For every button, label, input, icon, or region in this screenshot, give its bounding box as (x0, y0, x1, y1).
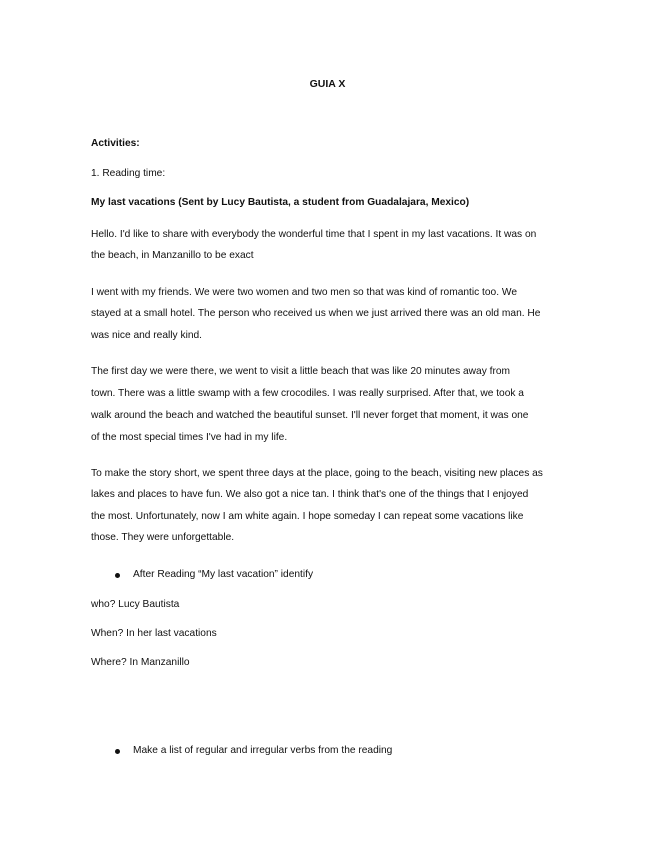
answer-who: who? Lucy Bautista (91, 599, 180, 610)
paragraph-3-line-3: walk around the beach and watched the beautiful sunset. I'll never forget that moment, it was one (91, 410, 529, 421)
paragraph-3-line-2: town. There was a little swamp with a few crocodiles. I was really surprised. After that, we took a (91, 388, 524, 399)
bullet-item-verb-list: Make a list of regular and irregular verbs from the reading (133, 745, 393, 756)
bullet-dot-icon (115, 749, 120, 754)
paragraph-2-line-3: was nice and really kind. (91, 330, 202, 341)
paragraph-4-line-2: lakes and places to have fun. We also got a nice tan. I think that's one of the things that I enjoyed (91, 489, 529, 500)
document-title: GUIA X (309, 78, 346, 90)
activities-heading: Activities: (91, 138, 140, 149)
answer-where: Where? In Manzanillo (91, 657, 190, 668)
paragraph-3-line-4: of the most special times I've had in my life. (91, 432, 288, 443)
bullet-item-after-reading: After Reading “My last vacation” identify (133, 569, 314, 580)
reading-time-label: 1. Reading time: (91, 168, 166, 179)
paragraph-1-line-2: the beach, in Manzanillo to be exact (91, 250, 254, 261)
paragraph-2-line-1: I went with my friends. We were two women and two men so that was kind of romantic too. We (91, 287, 517, 298)
paragraph-2-line-2: stayed at a small hotel. The person who received us when we just arrived there was an old man. He (91, 308, 541, 319)
story-title: My last vacations (Sent by Lucy Bautista, a student from Guadalajara, Mexico) (91, 197, 470, 208)
answer-when: When? In her last vacations (91, 628, 217, 639)
paragraph-4-line-1: To make the story short, we spent three days at the place, going to the beach, visiting new places as (91, 468, 543, 479)
bullet-dot-icon (115, 573, 120, 578)
paragraph-3-line-1: The first day we were there, we went to visit a little beach that was like 20 minutes away from (91, 366, 511, 377)
paragraph-1-line-1: Hello. I'd like to share with everybody the wonderful time that I spent in my last vacations. It was on (91, 229, 537, 240)
paragraph-4-line-4: those. They were unforgettable. (91, 532, 235, 543)
paragraph-4-line-3: the most. Unfortunately, now I am white again. I hope someday I can repeat some vacations like (91, 511, 524, 522)
